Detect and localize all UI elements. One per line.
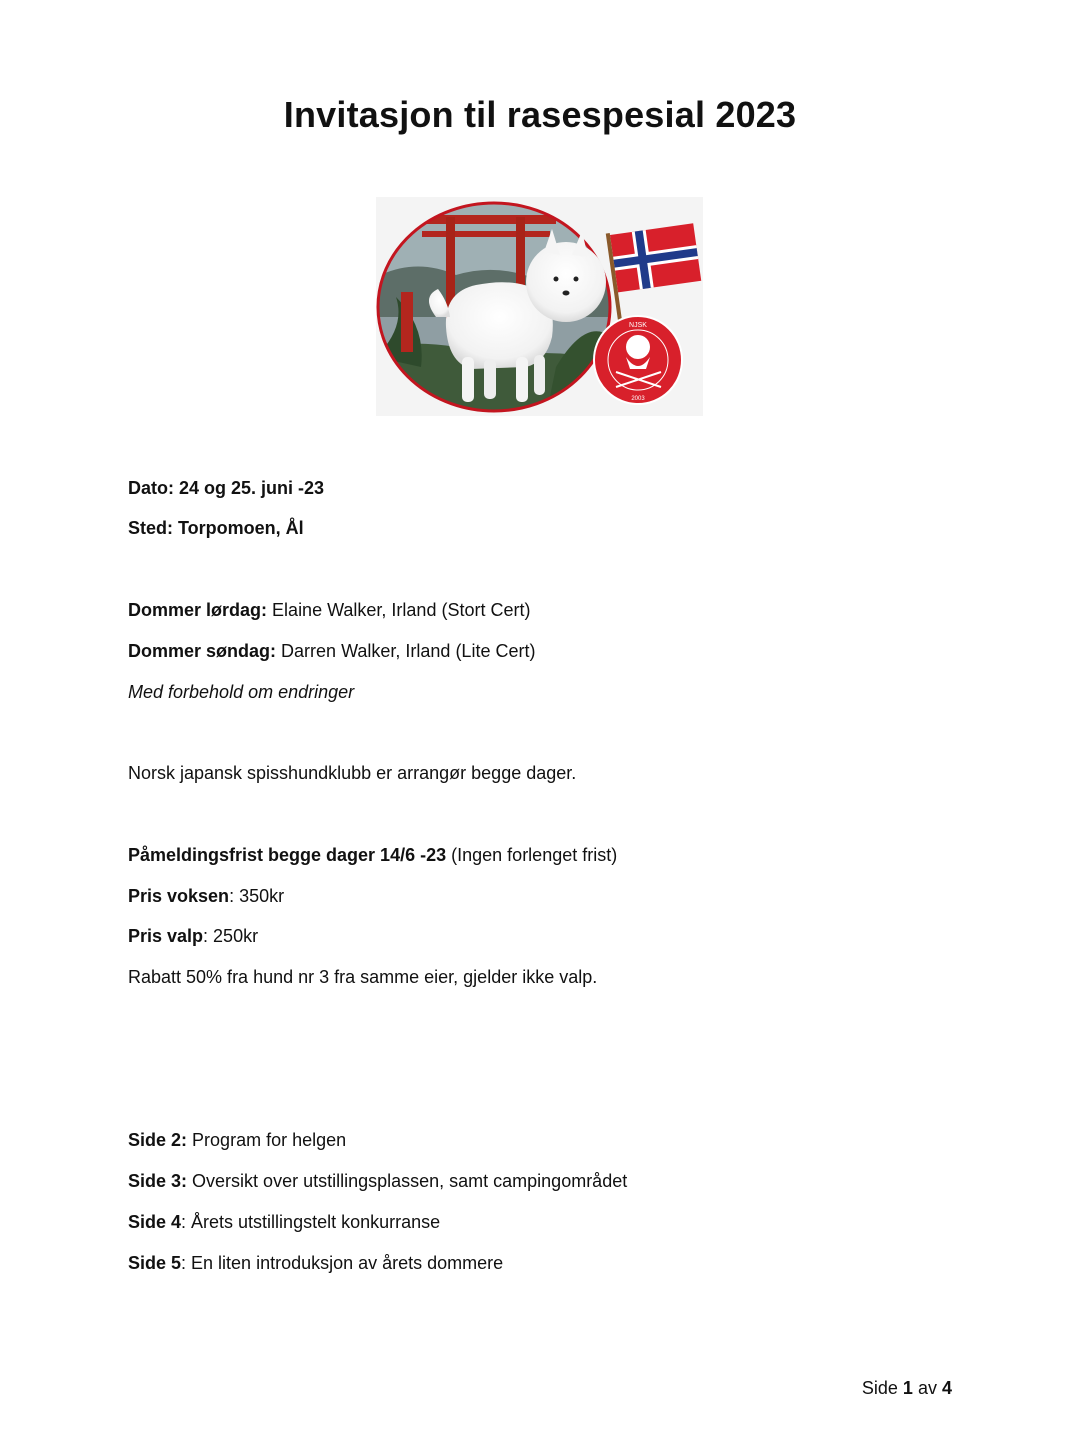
svg-text:NJSK: NJSK [629,322,647,329]
contents-item-text: : Årets utstillingstelt konkurranse [181,1212,441,1232]
judge-saturday-line [128,599,530,621]
contents-item [128,1170,627,1192]
contents-item-label: Side 4 [128,1212,182,1232]
club-logo [376,197,703,416]
contents-item-text: : En liten introduksjon av årets dommere [181,1253,504,1273]
price-puppy-line [128,925,258,947]
event-date-value: 24 og 25. juni -23 [179,478,325,498]
contents-item-text: Program for helgen [192,1130,347,1150]
judge-sunday-label: Dommer søndag: [128,641,277,661]
svg-text:2003: 2003 [631,396,645,402]
contents-item-label: Side 5 [128,1253,182,1273]
page-number-separator: av [917,1378,937,1398]
event-place-label: Sted: [128,518,173,538]
discount-text: Rabatt 50% fra hund nr 3 fra samme eier, gjelder ikke valp. [128,967,598,987]
contents-item [128,1211,440,1233]
contents-item [128,1129,346,1151]
page-title: Invitasjon til rasespesial 2023 [283,94,797,135]
event-place-line [128,517,304,539]
event-place-value: Torpomoen, Ål [178,518,304,538]
contents-item-label: Side 3: [128,1171,188,1191]
price-adult-label: Pris voksen [128,886,230,906]
judge-sunday-value: Darren Walker, Irland (Lite Cert) [281,641,536,661]
price-adult-value: : 350kr [229,886,285,906]
price-adult-line [128,885,284,907]
page-number-total: 4 [941,1378,952,1398]
judge-sunday-line [128,640,535,662]
event-date-line [128,477,324,499]
event-date-label: Dato: [128,478,174,498]
registration-deadline-label: Påmeldingsfrist begge dager 14/6 -23 [128,845,447,865]
organizer-text: Norsk japansk spisshundklubb er arrangør begge dager. [128,763,577,783]
judges-note-text: Med forbehold om endringer [128,682,355,702]
price-puppy-label: Pris valp [128,926,204,946]
page-number-current: 1 [902,1378,913,1398]
registration-deadline-note: (Ingen forlenget frist) [451,845,618,865]
judge-saturday-label: Dommer lørdag: [128,600,268,620]
contents-item [128,1252,503,1274]
page-number-prefix: Side [861,1378,898,1398]
contents-item-text: Oversikt over utstillingsplassen, samt campingområdet [192,1171,628,1191]
contents-item-label: Side 2: [128,1130,188,1150]
club-emblem-icon [594,316,682,404]
page-number [862,1378,952,1399]
registration-deadline-line [128,844,617,866]
judges-note [128,681,354,703]
price-puppy-value: : 250kr [203,926,259,946]
judge-saturday-value: Elaine Walker, Irland (Stort Cert) [272,600,531,620]
